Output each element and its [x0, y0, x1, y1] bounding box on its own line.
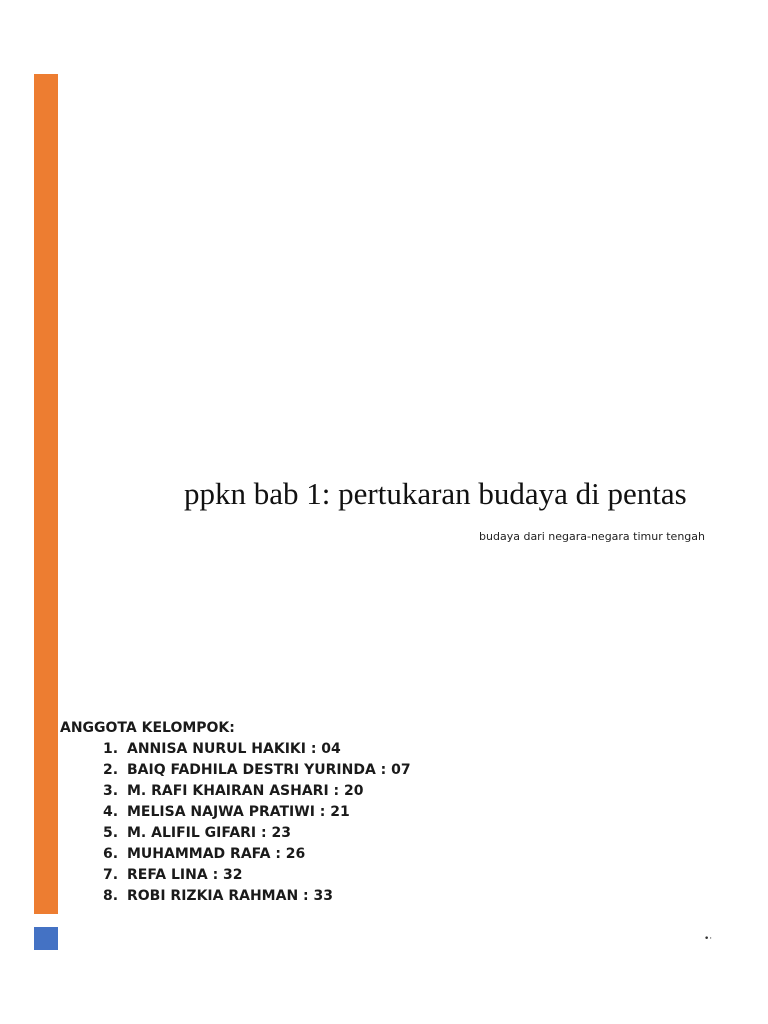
member-number: 8. [103, 888, 119, 904]
document-subtitle: budaya dari negara-negara timur tengah [479, 530, 705, 543]
member-text: REFA LINA : 32 [127, 867, 243, 883]
member-text: M. ALIFIL GIFARI : 23 [127, 825, 291, 841]
member-text: MELISA NAJWA PRATIWI : 21 [127, 804, 350, 820]
member-text: ROBI RIZKIA RAHMAN : 33 [127, 888, 333, 904]
orange-accent-bar [34, 74, 58, 914]
list-item [103, 760, 411, 781]
member-number: 2. [103, 762, 119, 778]
list-item [103, 823, 411, 844]
blue-accent-square [34, 927, 58, 950]
members-list [103, 739, 411, 907]
list-item [103, 781, 411, 802]
member-number: 1. [103, 741, 119, 757]
member-text: ANNISA NURUL HAKIKI : 04 [127, 741, 341, 757]
list-item [103, 802, 411, 823]
member-number: 7. [103, 867, 119, 883]
page-mark: •· [704, 934, 713, 944]
document-title: ppkn bab 1: pertukaran budaya di pentas [184, 476, 687, 511]
member-text: MUHAMMAD RAFA : 26 [127, 846, 306, 862]
members-heading: ANGGOTA KELOMPOK: [60, 720, 235, 736]
member-text: BAIQ FADHILA DESTRI YURINDA : 07 [127, 762, 411, 778]
list-item [103, 886, 411, 907]
member-text: M. RAFI KHAIRAN ASHARI : 20 [127, 783, 364, 799]
member-number: 4. [103, 804, 119, 820]
list-item [103, 739, 411, 760]
member-number: 5. [103, 825, 119, 841]
list-item [103, 844, 411, 865]
member-number: 6. [103, 846, 119, 862]
member-number: 3. [103, 783, 119, 799]
title-container [184, 472, 706, 516]
list-item [103, 865, 411, 886]
